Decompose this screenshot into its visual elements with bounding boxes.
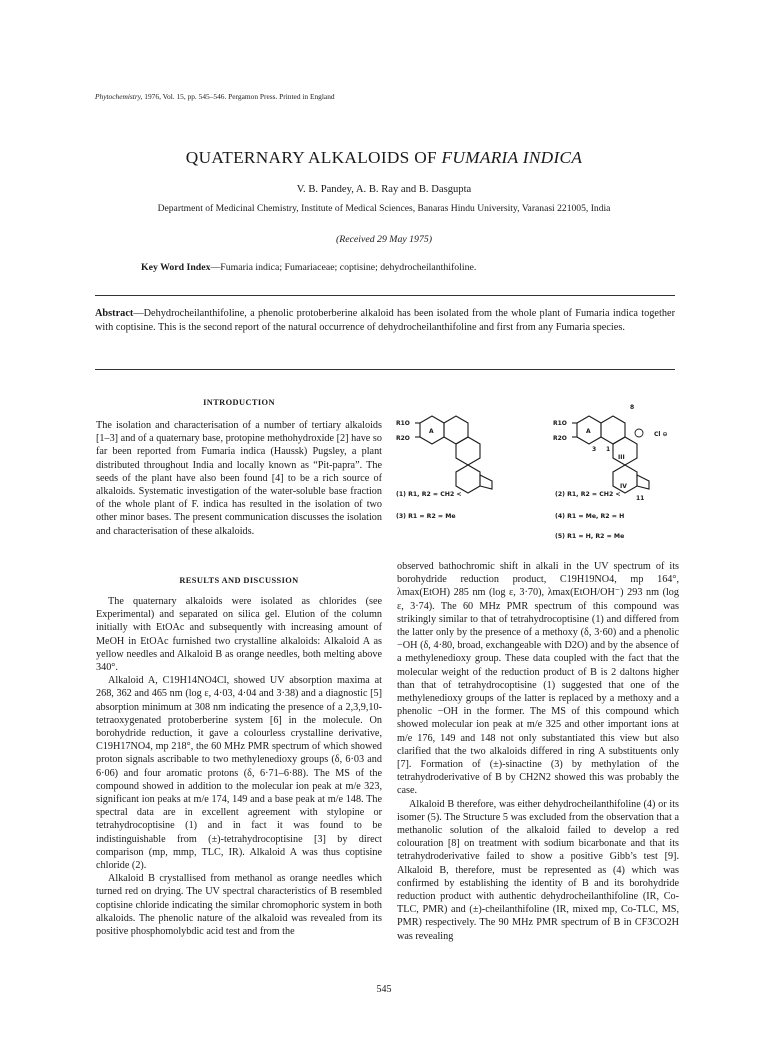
intro-paragraph: The isolation and characterisation of a number of tertiary alkaloids [1–3] and of a quaternary base, protopine methohydroxide [2] have so far been reported from Fumaria indica (Haussk) Pugsley, a plant distributed throughout India and locally known as “Pit-papra”. The seeds of the plant have also been found [4] to be a rich source of alkaloids. Systematic investigation of the water-soluble base fraction of the whole plant of F. indica has resulted in the isolation of two other minor bases. The present communication discusses the isolation and characterisation of these alkaloids. [96,420,382,537]
position-11: 11 [636,495,645,502]
abstract-text: —Dehydrocheilanthifoline, a phenolic protoberberine alkaloid has been isolated from the whole plant of Fumaria indica together with coptisine. This is the second report of the natural occurrence of dehydrocheilanthifoline and first from any Fumaria species. [95,308,675,333]
r1o-left: R1O [396,420,410,427]
divider-top [95,295,675,296]
r1o-right: R1O [553,420,567,427]
r2o-left: R2O [396,435,410,442]
position-8: 8 [630,404,635,411]
col2-paragraph-1: observed bathochromic shift in alkali in the UV spectrum of its borohydride reduction product, C19H19NO4, mp 164°, λmax(EtOH) 285 nm (log ε, 3·70), λmax(EtOH/OH⁻) 293 nm (log ε, 3·74). The 60 MHz PMR spectrum of this compound was strikingly similar to that of tetrahydrocoptisine (1) and differed from the latter only by the presence of a methoxy (δ, 3·60) and a phenolic −OH (δ, 4·80, broad, exchangeable with D2O) and by the absence of a methylenedioxy group. These data coupled with the fact that the molecular weight of the reduction product of B is 2 daltons higher than that of tetrahydrocoptisine (1) suggested that one of the methylenedioxy groups of the latter is replaced by a methoxy and a phenolic −OH in the former. The MS of this compound which showed molecular ion peak at m/e 325 and other important ions at m/e 176, 149 and 148 not only substantiated this view but also clarified that the two alkaloids differed in ring A substituents only [7]. Formation of (±)-sinactine (3) by methylation of the tetrahydroderivative of B by CH2N2 showed this was probably the case. [397,561,679,797]
paper-title [0,148,768,168]
title-species: FUMARIA INDICA [441,148,583,167]
journal-name: Phytochemistry, [95,92,143,101]
caption-compound-1: (1) R1, R2 = CH2 < [396,491,462,498]
caption-compound-5: (5) R1 = H, R2 = Me [555,533,625,540]
ring-iii: III [618,454,625,461]
intro-heading: INTRODUCTION [203,398,275,407]
received-date: (Received 29 May 1975) [335,234,433,245]
affiliation: Department of Medicinal Chemistry, Institute of Medical Sciences, Banaras Hindu University, Varanasi 221005, India [157,203,611,214]
keyword-text: —Fumaria indica; Fumariaceae; coptisine; dehydrocheilanthifoline. [210,262,477,273]
position-3: 3 [592,446,597,453]
caption-compound-2: (2) R1, R2 = CH2 < [555,491,621,498]
ring-a-right: A [586,428,591,435]
page-number: 545 [376,984,392,995]
caption-compound-4: (4) R1 = Me, R2 = H [555,513,625,520]
authors: V. B. Pandey, A. B. Ray and B. Dasgupta [296,184,472,195]
divider-bottom [95,369,675,370]
ring-a-left: A [429,428,434,435]
position-1: 1 [606,446,611,453]
structure-drawings [392,393,682,503]
results-paragraph-1: The quaternary alkaloids were isolated as chlorides (see Experimental) and separated on silica gel. Elution of the column initially with EtOAc and subsequently with increasing amount of MeOH in EtOAc furnished two crystalline alkaloids: Alkaloid A as yellow needles and Alkaloid B as orange needles, both melting above 340°. [96,596,382,674]
journal-citation [95,92,335,101]
ring-iv: IV [620,483,627,490]
keyword-index [141,262,476,273]
intro-section [96,398,382,538]
structure-figure [392,393,682,555]
abstract-label: Abstract [95,308,134,319]
results-heading: RESULTS AND DISCUSSION [179,576,299,585]
col2-paragraph-2: Alkaloid B therefore, was either dehydrocheilanthifoline (4) or its isomer (5). The Structure 5 was excluded from the observation that a methanolic solution of the alkaloid failed to develop a red colouration [8] on treatment with sodium bicarbonate and that its tetrahydroderivative failed to show a positive Gibb’s test [9]. Alkaloid B, therefore, must be represented as (4) which was confirmed by establishing the identity of B and its borohydride reduction product with authentic dehydrocheilanthifoline (IR, Co-TLC, PMR) and (±)-cheilanthifoline (IR, mixed mp, Co-TLC, MS, PMR) respectively. The 90 MHz PMR spectrum of B in CF3CO2H was revealing [397,798,679,942]
results-paragraph-2: Alkaloid A, C19H14NO4Cl, showed UV absorption maxima at 268, 362 and 465 nm (log ε, 4·03, 4·04 and 3·38) and a diagnostic [5] absorption minimum at 308 nm indicating the presence of a 2,3,9,10-tetraoxygenated protoberberine system [6] in the molecule. On borohydride reduction, it gave a colourless crystalline derivative, C19H17NO4, mp 218°, the 60 MHz PMR spectrum of which showed proton signals ascribable to two methylenedioxy groups (δ, 6·03 and 6·06) and four aromatic protons (δ, 6·71–6·88). The MS of the compound showed in addition to the molecular ion peak at m/e 323, significant ion peaks at m/e 174, 149 and a base peak at m/e 148. The spectral data are in excellent agreement with stylopine or tetrahydrocoptisine (1) and in fact it was found to be indistinguishable from (±)-tetrahydrocoptisine [3] by direct comparison (mp, mmp, TLC, IR). Alkaloid A was thus coptisine chloride (2). [96,675,382,872]
title-main: QUATERNARY ALKALOIDS OF [185,148,437,167]
r2o-right: R2O [553,435,567,442]
caption-compound-3: (3) R1 = R2 = Me [396,513,456,520]
positive-charge-icon [635,429,643,437]
column-2 [397,560,679,943]
keyword-label: Key Word Index [141,262,211,273]
abstract [95,307,675,335]
results-section [96,576,382,938]
journal-details: 1976, Vol. 15, pp. 545–546. Pergamon Press. Printed in England [144,92,335,101]
results-paragraph-3: Alkaloid B crystallised from methanol as orange needles which turned red on drying. The UV spectral characteristics of B resembled coptisine chloride indicating the similar chromophoric system in both alkaloids. The phenolic nature of the alkaloid was revealed from its positive phosphomolybdic acid test and from the [96,873,382,938]
chloride-counter-ion: Cl ⊖ [654,431,668,438]
